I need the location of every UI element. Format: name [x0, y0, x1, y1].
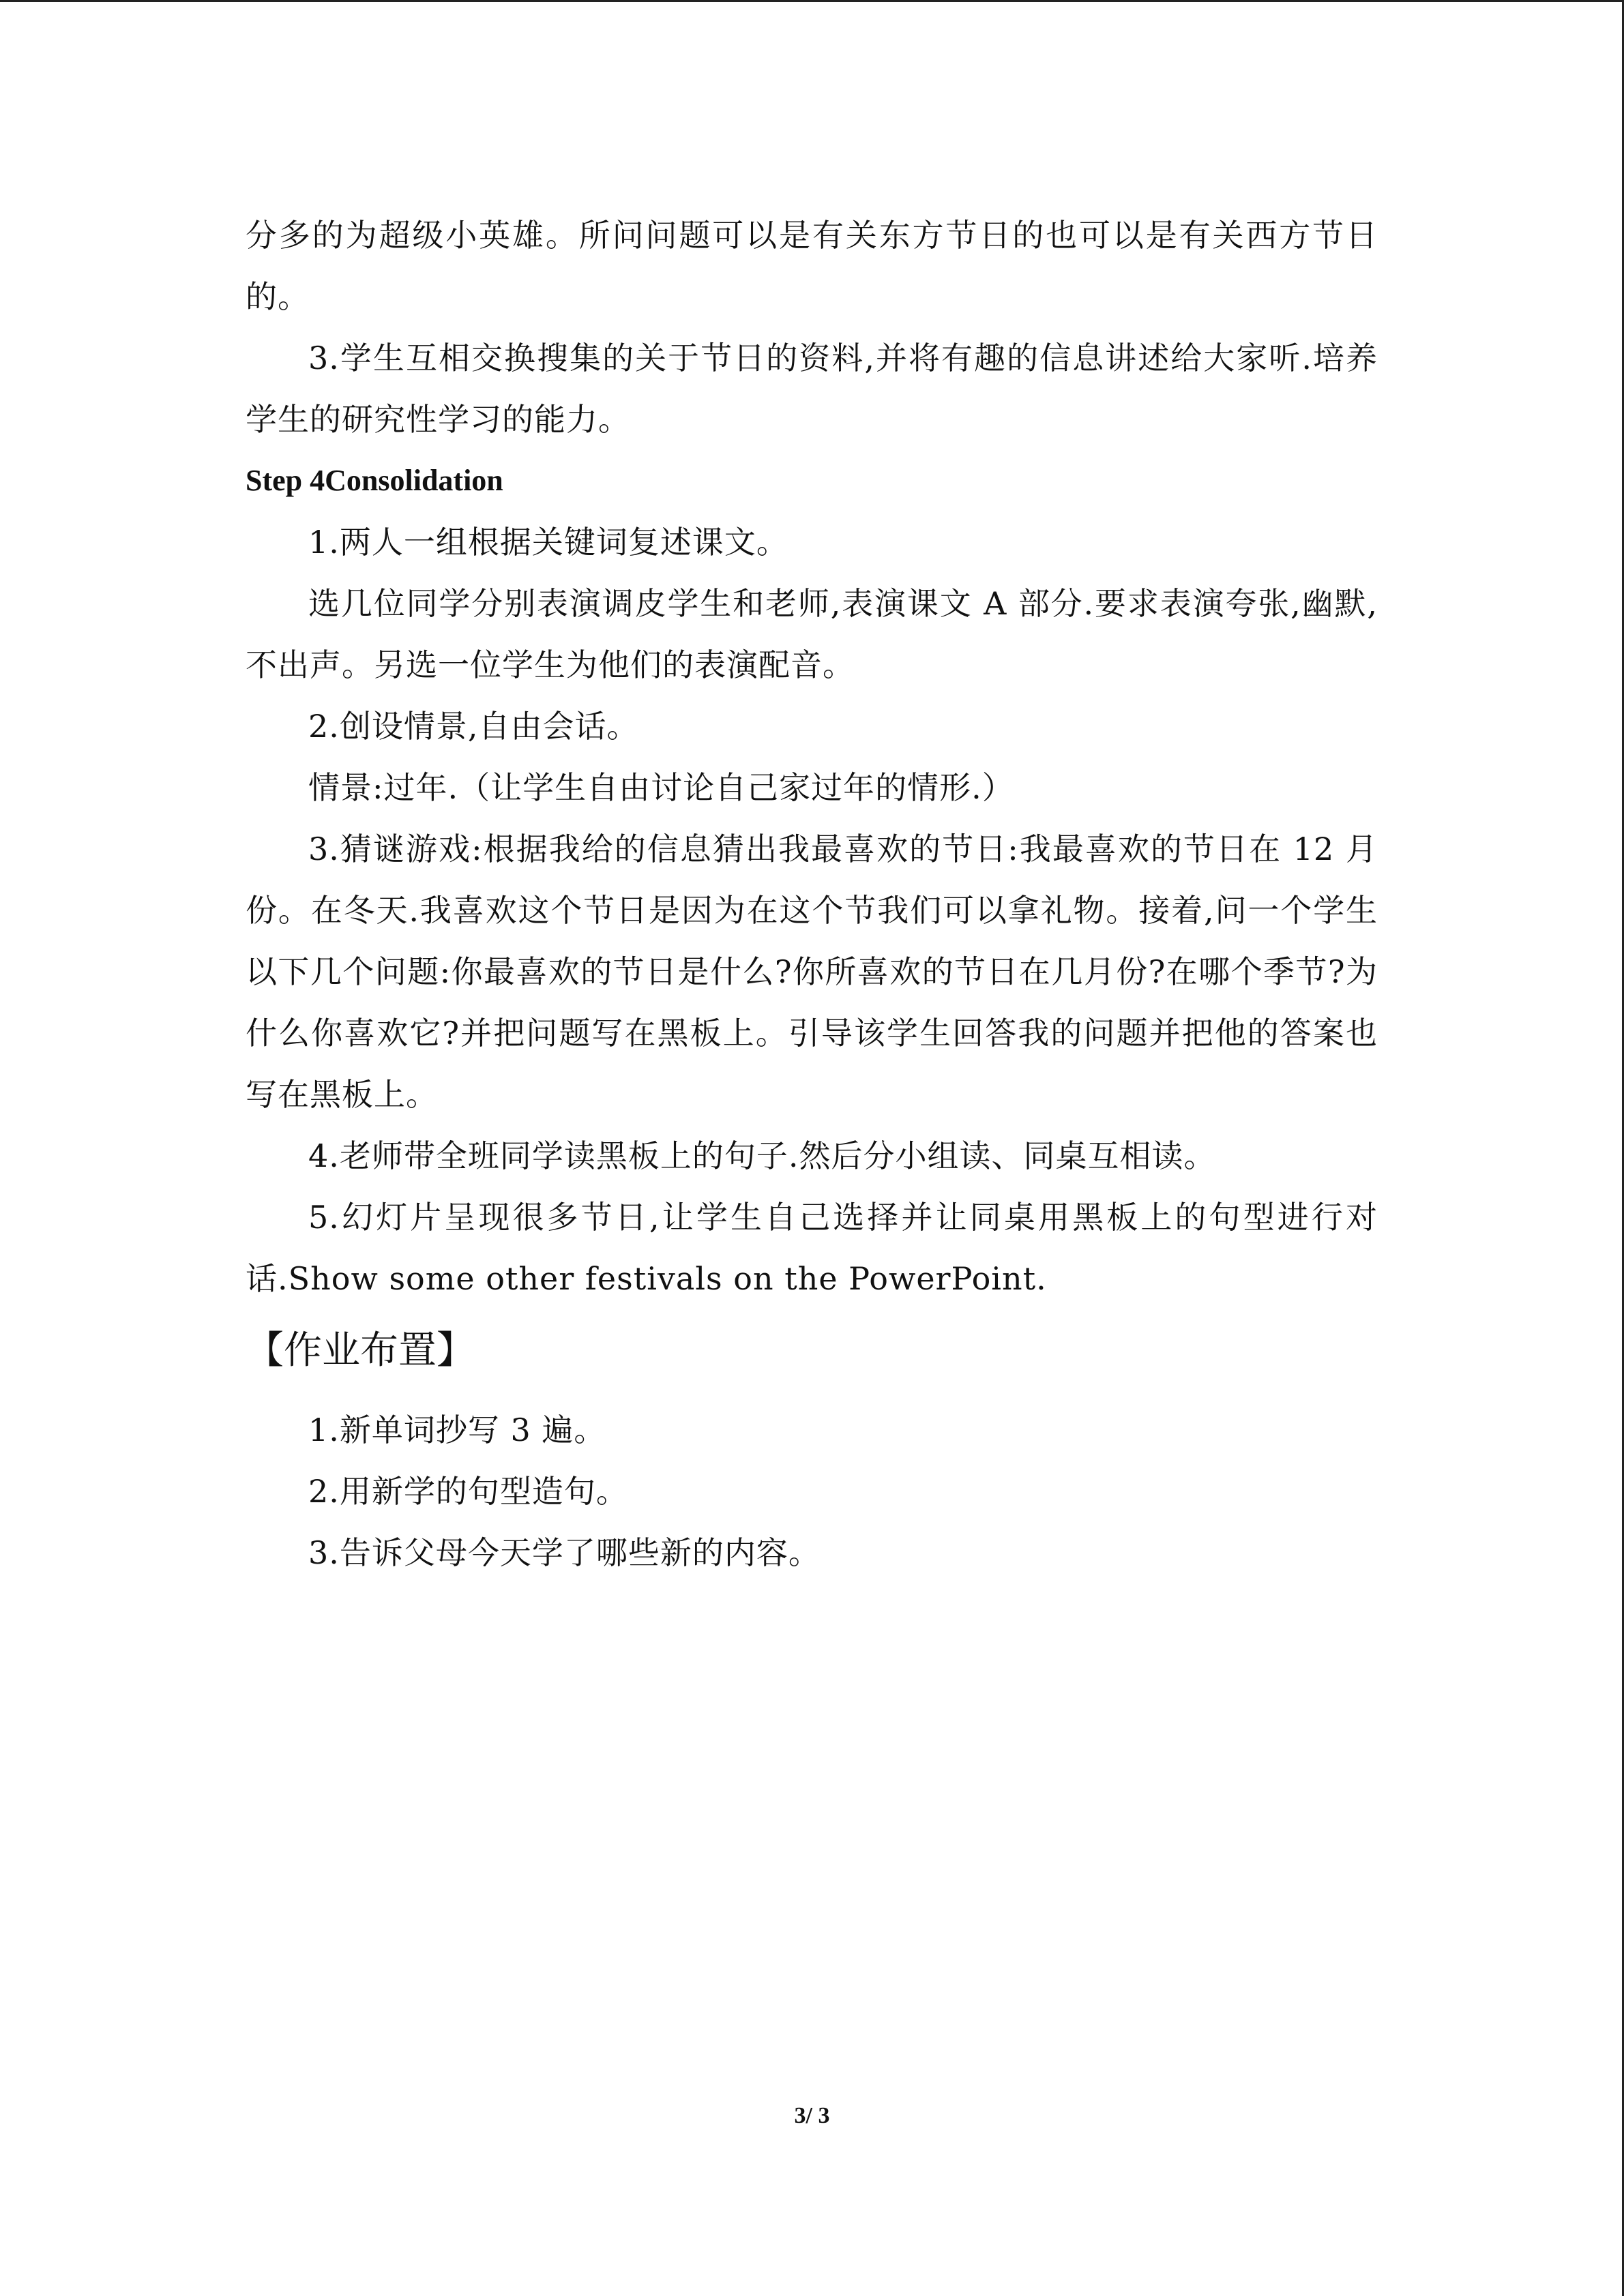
page-number: 3/ 3 — [794, 2103, 830, 2128]
step-4-item-2: 选几位同学分别表演调皮学生和老师,表演课文 A 部分.要求表演夸张,幽默,不出声。另选一位学生为他们的表演配音。 — [246, 585, 1378, 683]
step-4-item-7: 5.幻灯片呈现很多节日,让学生自己选择并让同桌用黑板上的句型进行对话.Show some other festivals on the PowerPoint. — [246, 1199, 1378, 1297]
homework-item-1: 1.新单词抄写 3 遍。 — [308, 1412, 606, 1448]
top-border-line — [0, 0, 1624, 2]
step-4-item-6: 4.老师带全班同学读黑板上的句子.然后分小组读、同桌互相读。 — [308, 1137, 1216, 1174]
homework-item-3: 3.告诉父母今天学了哪些新的内容。 — [308, 1534, 821, 1571]
step-4-item-3: 2.创设情景,自由会话。 — [308, 708, 639, 745]
homework-item-2: 2.用新学的句型造句。 — [308, 1473, 628, 1510]
step-4-item-4: 情景:过年.（让学生自由讨论自己家过年的情形.） — [308, 769, 1014, 806]
continuation-paragraph-2: 3.学生互相交换搜集的关于节日的资料,并将有趣的信息讲述给大家听.培养学生的研究性学习的能力。 — [246, 340, 1378, 438]
step-4-heading: Step 4Consolidation — [246, 464, 503, 497]
step-4-item-1: 1.两人一组根据关键词复述课文。 — [308, 524, 788, 561]
step-4-item-5: 3.猜谜游戏:根据我给的信息猜出我最喜欢的节日:我最喜欢的节日在 12 月份。在冬天.我喜欢这个节日是因为在这个节我们可以拿礼物。接着,问一个学生以下几个问题:你最喜欢的节日是什么?你所喜欢的节日在几月份?在哪个季节?为什么你喜欢它?并把问题写在黑板上。引导该学生回答我的问题并把他的答案也写在黑板上。 — [246, 831, 1378, 1113]
document-body — [246, 205, 1378, 1583]
continuation-paragraph-1: 分多的为超级小英雄。所问问题可以是有关东方节日的也可以是有关西方节日的。 — [246, 217, 1378, 315]
homework-heading: 【作业布置】 — [246, 1328, 475, 1373]
